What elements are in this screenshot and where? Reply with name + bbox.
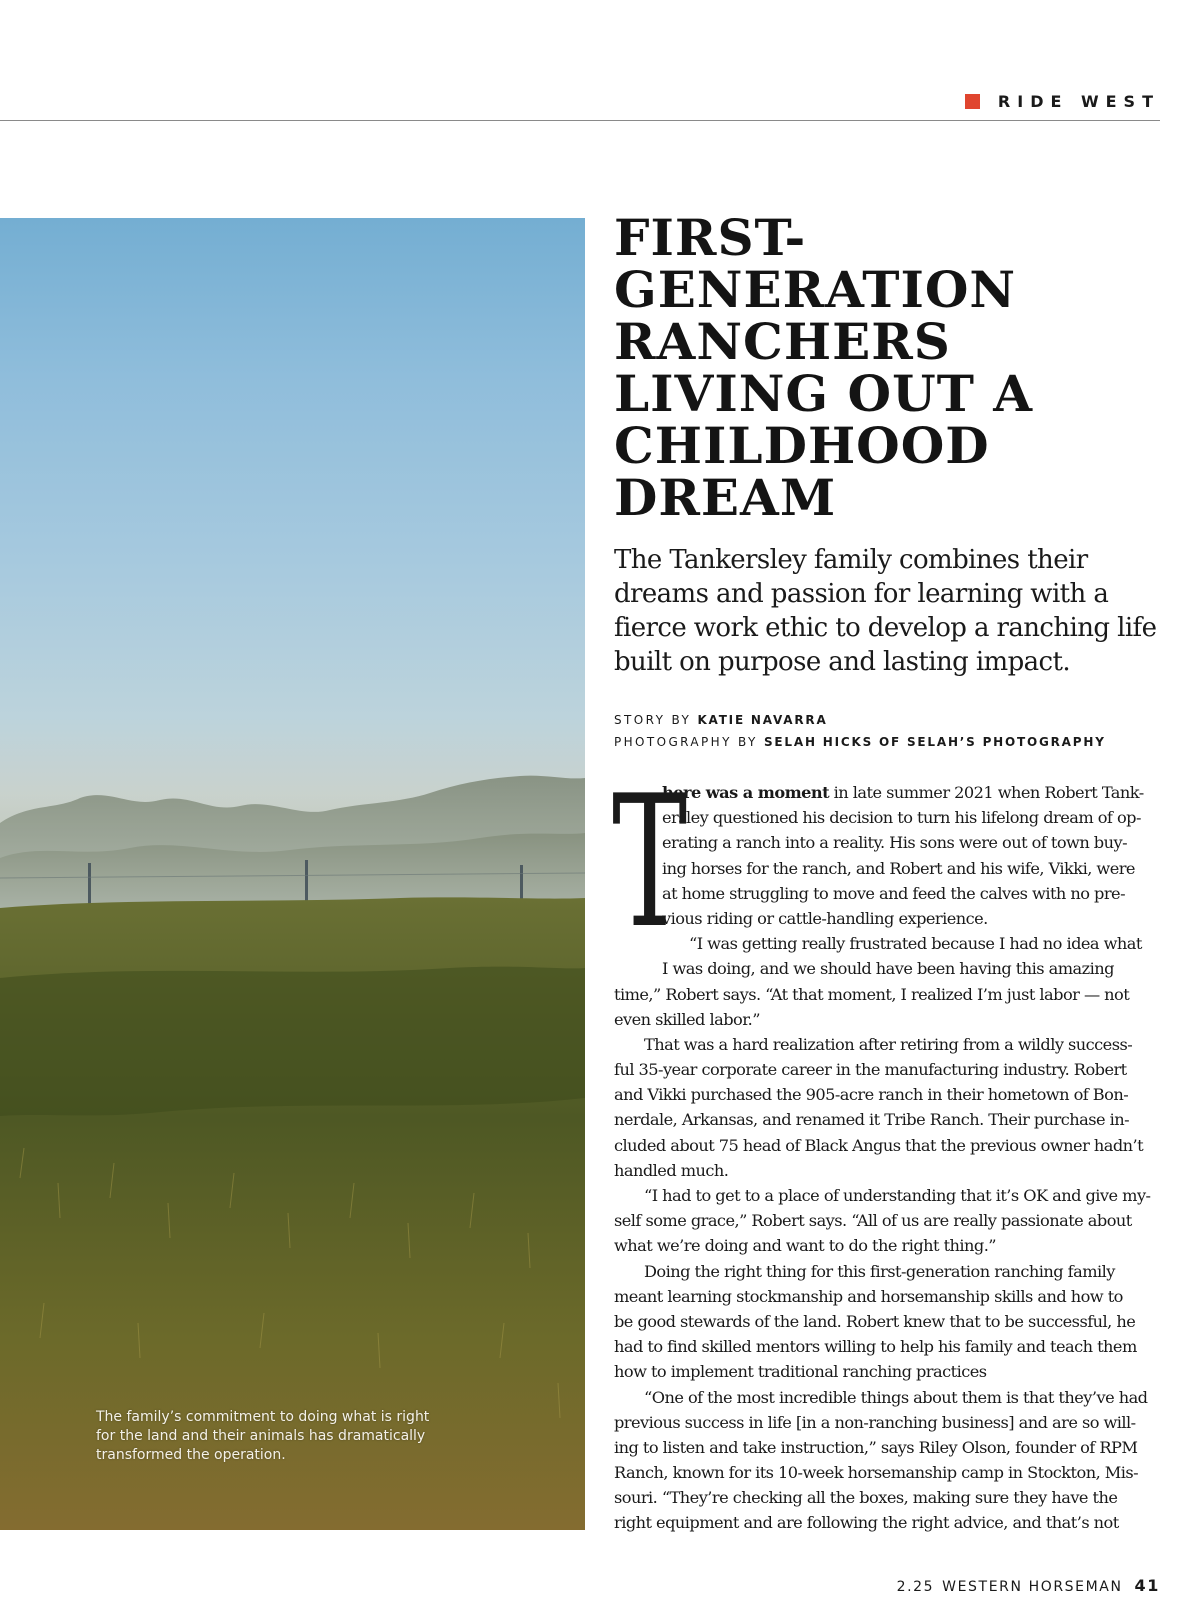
page-number: 41 [1134, 1576, 1160, 1595]
story-credit [614, 709, 1174, 731]
body-line: meant learning stockmanship and horsemanship skills and how to [614, 1286, 1123, 1306]
dek-line: dreams and passion for learning with a [614, 579, 1109, 609]
body-line: I was doing, and we should have been having this amazing [662, 959, 1114, 979]
body-line: even skilled labor.” [614, 1009, 760, 1029]
landscape-illustration [0, 218, 585, 1530]
dek-line: built on purpose and lasting impact. [614, 647, 1071, 677]
article-credits [614, 709, 1174, 753]
photo-credit [614, 731, 1174, 753]
dek-line: fierce work ethic to develop a ranching life [614, 613, 1157, 643]
body-line: ful 35-year corporate career in the manufacturing industry. Robert [614, 1060, 1127, 1080]
article-dek [614, 543, 1174, 679]
body-line: That was a hard realization after retiring from a wildly success- [644, 1034, 1133, 1054]
body-line: erating a ranch into a reality. His sons were out of town buy- [662, 833, 1128, 853]
dek-line: The Tankersley family combines their [614, 545, 1088, 575]
body-line: Doing the right thing for this first-generation ranching family [644, 1261, 1115, 1281]
article-body [612, 756, 1154, 1536]
body-line: and Vikki purchased the 905-acre ranch in their hometown of Bon- [614, 1085, 1129, 1105]
story-credit-prefix: STORY BY [614, 713, 698, 727]
section-header [965, 92, 1160, 111]
body-line: cluded about 75 head of Black Angus that the previous owner hadn’t [614, 1135, 1144, 1155]
body-line: right equipment and are following the right advice, and that’s not [614, 1513, 1119, 1533]
body-line-text: in late summer 2021 when Robert Tank- [829, 783, 1144, 802]
page-footer [897, 1576, 1160, 1595]
headline-line: CHILDHOOD [614, 416, 990, 475]
body-line: ing to listen and take instruction,” says Riley Olson, founder of RPM [614, 1437, 1138, 1457]
section-label: RIDE WEST [997, 92, 1160, 111]
headline-line: LIVING OUT A [614, 364, 1034, 423]
headline-line: RANCHERS [614, 312, 951, 371]
body-line: ersley questioned his decision to turn his lifelong dream of op- [662, 808, 1141, 828]
drop-cap: T [612, 756, 687, 968]
lead-in: here was a moment [662, 783, 830, 802]
photographer: SELAH HICKS OF SELAH’S PHOTOGRAPHY [763, 735, 1106, 749]
body-line: vious riding or cattle-handling experience. [662, 908, 988, 928]
body-line: be good stewards of the land. Robert knew that to be successful, he [614, 1311, 1136, 1331]
headline-line: GENERATION [614, 260, 1017, 319]
body-line: what we’re doing and want to do the right thing.” [614, 1236, 997, 1256]
article-photo [0, 218, 585, 1530]
body-line: ing horses for the ranch, and Robert and his wife, Vikki, were [662, 858, 1135, 878]
body-line: “One of the most incredible things about them is that they’ve had [644, 1387, 1148, 1407]
body-line: at home struggling to move and feed the calves with no pre- [662, 883, 1125, 903]
body-line: Ranch, known for its 10-week horsemanship camp in Stockton, Mis- [614, 1463, 1139, 1483]
header-rule [0, 120, 1160, 121]
body-line: had to find skilled mentors willing to help his family and teach them [614, 1337, 1137, 1357]
body-line: souri. “They’re checking all the boxes, making sure they have the [614, 1488, 1118, 1508]
body-line: how to implement traditional ranching practices [614, 1362, 987, 1382]
story-author: KATIE NAVARRA [697, 713, 828, 727]
body-line: previous success in life [in a non-ranching business] and are so will- [614, 1412, 1136, 1432]
headline-line: FIRST- [614, 208, 807, 267]
headline-line: DREAM [614, 468, 837, 527]
body-line: self some grace,” Robert says. “All of us are really passionate about [614, 1211, 1132, 1231]
photo-credit-prefix: PHOTOGRAPHY BY [614, 735, 764, 749]
body-line: handled much. [614, 1160, 729, 1180]
body-line: time,” Robert says. “At that moment, I realized I’m just labor — not [614, 984, 1130, 1004]
section-marker [965, 94, 980, 109]
photo-caption: The family’s commitment to doing what is right for the land and their animals has dramatically transformed the operation. [96, 1409, 430, 1463]
magazine-name: WESTERN HORSEMAN [942, 1579, 1123, 1595]
body-line: nerdale, Arkansas, and renamed it Tribe Ranch. Their purchase in- [614, 1110, 1130, 1130]
body-line [614, 780, 1154, 805]
article-headline [614, 208, 1174, 527]
body-line: “I was getting really frustrated because I had no idea what [689, 934, 1142, 954]
body-line: “I had to get to a place of understanding that it’s OK and give my- [644, 1186, 1151, 1205]
issue-date: 2.25 [896, 1579, 935, 1595]
